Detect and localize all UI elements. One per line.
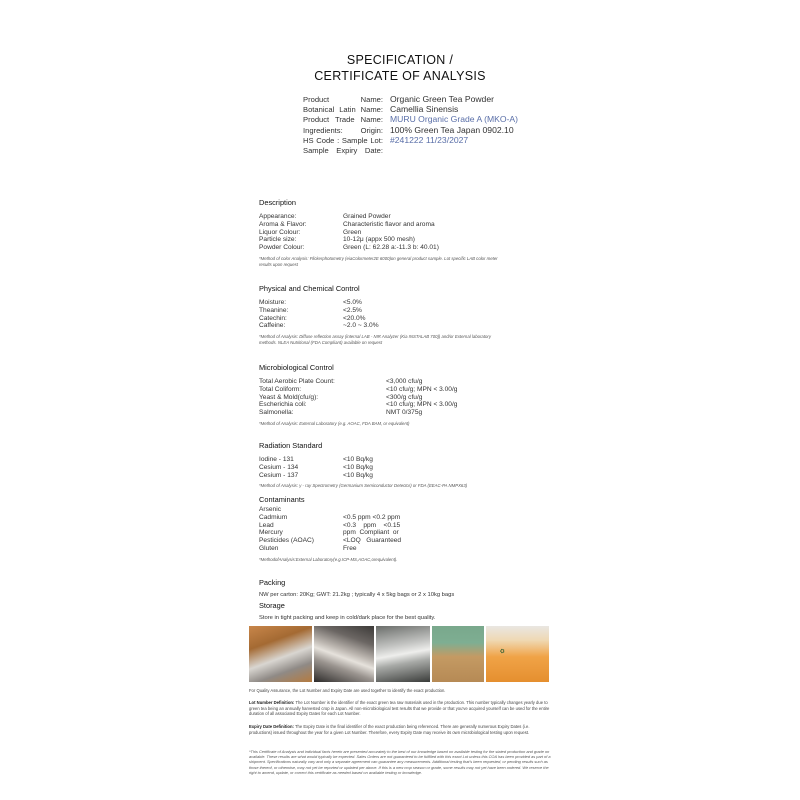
method-note: *Method of Analysis: External Laboratory (e.g. AOAC, FDA BAM, or equivalent)	[259, 420, 410, 426]
kv-row: Lead <0.3 ppm <0.15	[259, 521, 401, 529]
spec-label: HS Code : Sample Lot:	[303, 135, 383, 145]
title-line-2: CERTIFICATE OF ANALYSIS	[314, 69, 486, 83]
expiry-definition-text: The Expiry Date is the final identifier of the exact production being referenced. There are generally numerous Expiry Dates (i.e. productions) issued throughout the year for a given Lot Number. Therefore, every Expiry Date may receive its own microbiological testing upon request.	[249, 724, 530, 735]
radiation-section	[259, 441, 509, 489]
spec-label: Sample Expiry Date:	[303, 145, 383, 155]
section-heading: Storage	[259, 601, 285, 610]
kv-row: Powder Colour: Green (L: 62.28 a:-11.3 b: 40.01)	[259, 244, 439, 252]
kv-row: Cadmium <0.5 ppm <0.2 ppm	[259, 513, 401, 521]
product-photos	[249, 626, 551, 682]
disclaimer: *This Certificate of Analysis and individual facts herein are presented accurately to the best of our knowledge based on available testing for the stated production and grade on available. These results are what would typically be expected. Sales Orders are not guaranteed to be fulfilled with this exact Lot unless this COA has been provided as part of a shipment. Specifications naturally vary and only a separate agreement can guarantee any measurements. Additional testing that's been requested, or pending results such as those thereof, or otherwise, may not yet be reported or updated per above. If this is a new crop season or grade, some results may not yet have been ordered. We reserve the right to amend, update, or correct this certificate as needed based on available testing or knowledge.	[249, 749, 551, 775]
kv-row: Liquor Colour: Green	[259, 228, 362, 236]
kv-row: Salmonella: NMT 0/375g	[259, 409, 423, 417]
box-photo	[486, 626, 549, 682]
spec-value: MURU Organic Grade A (MKO-A)	[390, 114, 518, 125]
kv-row: Pesticides (AOAC) <LOQ Guaranteed	[259, 537, 402, 545]
kv-row: Yeast & Mold(cfu/g): <300/g cfu/g	[259, 393, 423, 401]
section-heading: Physical and Chemical Control	[259, 284, 360, 293]
section-heading: Microbiological Control	[259, 363, 334, 372]
kv-row: Catechin: <20.0%	[259, 314, 366, 322]
section-heading: Contaminants	[259, 495, 305, 504]
kv-row: Iodine - 131 <10 Bq/kg	[259, 456, 373, 463]
kv-row: Cesium - 134 <10 Bq/kg	[259, 463, 373, 471]
kv-row: Moisture: <5.0%	[259, 299, 362, 306]
spec-value: #241222 11/23/2027	[390, 134, 469, 145]
spec-value: Camellia Sinensis	[390, 104, 459, 115]
spec-label: Product Name:	[303, 95, 383, 104]
kv-row: Escherichia coli: <10 cfu/g; MPN < 3.00/g	[259, 401, 458, 409]
lot-definition-text: The Lot Number is the identifier of the exact green tea raw materials used in the production. This number typically changes yearly due to green tea being an annually harvested crop in Japan. All non-microbiological test results that we provide or that you've acquired yourself can be used for the entire duration of all associated Expiry Dates for each Lot Number.	[249, 700, 550, 717]
spec-label: Ingredients: Origin:	[303, 125, 383, 135]
box-logo-icon: ✿	[499, 648, 507, 656]
footer-intro: For Quality Assurance, the Lot Number and Expiry Date are used together to identify the exact production.	[249, 688, 446, 693]
description-section	[259, 198, 509, 268]
kv-row: Aroma & Flavor: Characteristic flavor and aroma	[259, 220, 435, 228]
contaminants-section	[259, 495, 509, 563]
lot-definition-title: Lot Number Definition:	[249, 700, 295, 705]
section-heading: Packing	[259, 578, 286, 587]
kv-row: Cesium - 137 <10 Bq/kg	[259, 471, 373, 479]
kv-row: Total Coliform: <10 cfu/g; MPN < 3.00/g	[259, 385, 458, 393]
spec-label: Product Trade Name:	[303, 115, 383, 125]
packing-text: NW per carton: 20Kg; GWT: 21.2kg ; typically 4 x 5kg bags or 2 x 10kg bags	[259, 592, 455, 598]
expiry-definition-title: Expiry Date Definition:	[249, 724, 294, 729]
title-line-1: SPECIFICATION /	[346, 53, 454, 67]
spec-label: Botanical Latin Name:	[303, 105, 383, 115]
storage-text: Store in tight packing and keep in cold/dark place for the best quality.	[259, 615, 436, 621]
section-heading: Radiation Standard	[259, 441, 323, 450]
carton-photo	[432, 626, 484, 682]
bag-photo	[314, 626, 374, 682]
kv-row: Particle size: 10-12μ (appx 500 mesh)	[259, 236, 415, 244]
method-note: *Method of Analysis: Diffuse reflection assay (internal LAB - NIR Analyzer (Kia INSTALAB 700)) and/or External laboratory methods. NLEA Nutritional (FDA Compliant) available on request	[259, 334, 491, 346]
storage-section	[259, 601, 435, 621]
spec-value: Organic Green Tea Powder	[390, 94, 494, 104]
bag-photo	[249, 626, 312, 682]
microbiological-section	[259, 363, 509, 427]
method-note: *MethodofAnalysis:External Laboratory(e.g.ICP-MS,AOAC,orequivalent).	[259, 556, 398, 562]
kv-row: Appearance: Grained Powder	[259, 213, 391, 220]
lot-definition	[249, 700, 551, 717]
kv-row: Gluten Free	[259, 544, 357, 552]
kv-row: Theanine: <2.5%	[259, 306, 362, 314]
method-note: *Method of Analysis: γ - ray Spectrometry (Germanium Semiconductor Detector) or FDA (EEAC-PA NMPX63)	[259, 483, 468, 489]
physical-section	[259, 284, 509, 346]
kv-row: Total Aerobic Plate Count: <3,000 cfu/g	[259, 378, 423, 385]
section-heading: Description	[259, 198, 296, 207]
kv-row: Caffeine: ~2.0 ~ 3.0%	[259, 322, 379, 330]
expiry-definition	[249, 724, 551, 735]
packing-section	[259, 578, 454, 598]
kv-row: Arsenic	[259, 506, 281, 513]
bag-photo	[376, 626, 430, 682]
method-note: *Method of color Analysis: Flickerphotometry (eiaColormeter2E 6000)on general product sample. Lot specific LAB color meter results upon request	[259, 255, 498, 267]
spec-value: 100% Green Tea Japan 0902.10	[390, 124, 514, 135]
kv-row: Mercury ppm Compliant or	[259, 529, 399, 537]
